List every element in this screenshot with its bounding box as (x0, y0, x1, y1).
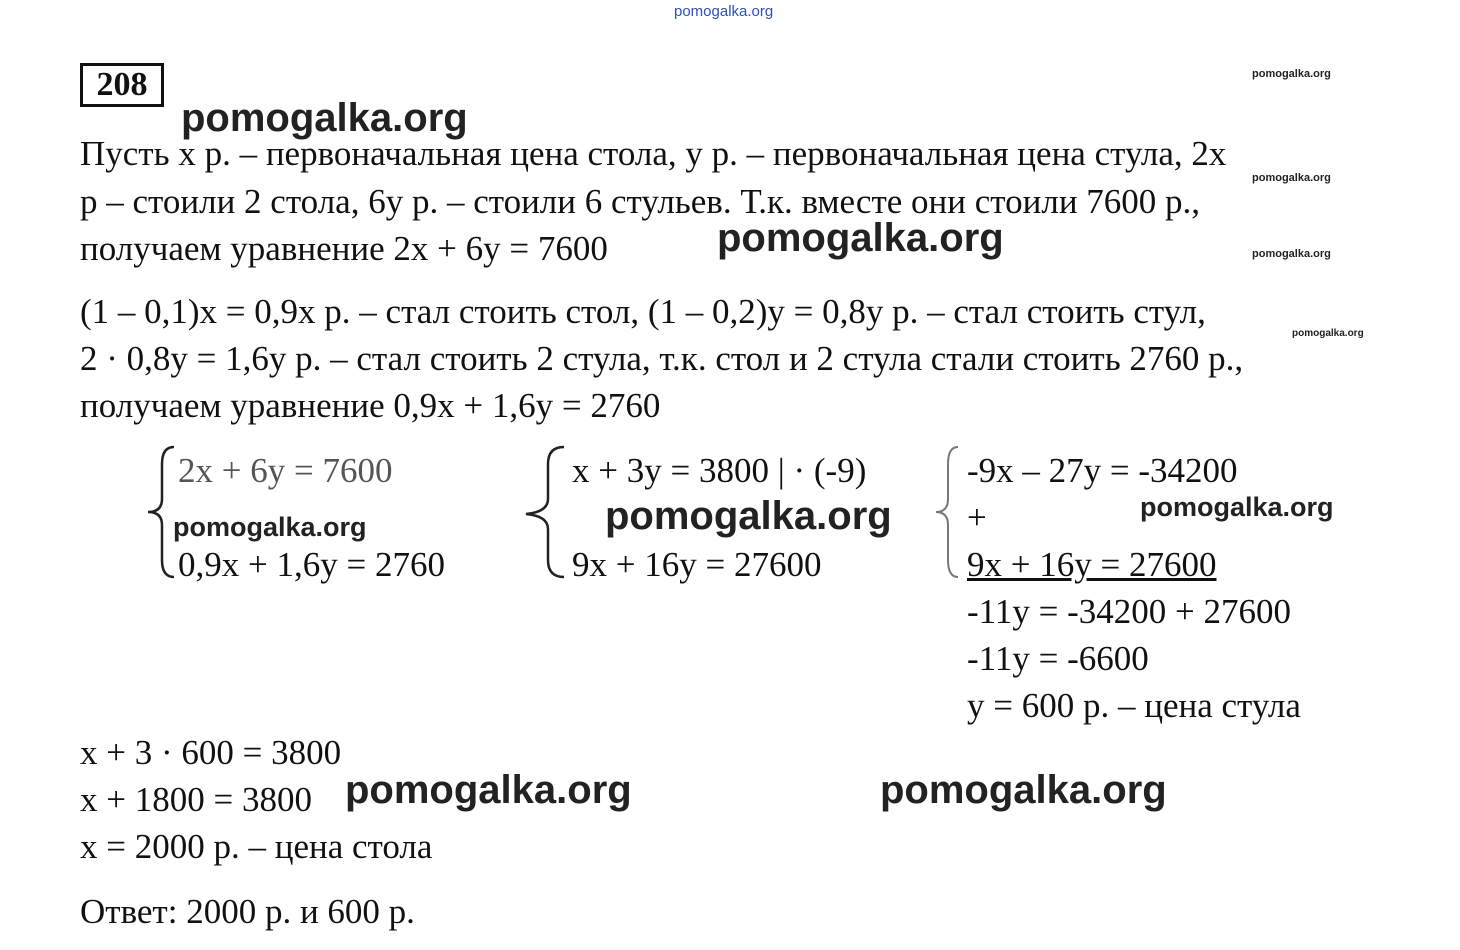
intro-line-2: р – стоили 2 стола, 6y р. – стоили 6 стульев. Т.к. вместе они стоили 7600 р., (80, 182, 1201, 221)
intro-line-3: получаем уравнение 2x + 6y = 7600 (80, 229, 608, 268)
final-line-2: x + 1800 = 3800 (80, 780, 312, 819)
watermark: pomogalka.org (1140, 492, 1334, 522)
answer: Ответ: 2000 р. и 600 р. (80, 892, 415, 931)
watermark-small: pomogalka.org (1252, 172, 1331, 184)
system2-eq2: 9x + 16y = 27600 (572, 545, 822, 584)
problem-number-badge: 208 (80, 63, 164, 107)
system3-eq1: -9x – 27y = -34200 (967, 451, 1238, 490)
top-watermark: pomogalka.org (674, 3, 774, 20)
system3-eq2: 9x + 16y = 27600 (967, 545, 1217, 584)
system1-eq1: 2x + 6y = 7600 (178, 451, 393, 490)
second-line-3: получаем уравнение 0,9x + 1,6y = 2760 (80, 386, 661, 425)
system3-plus: + (967, 498, 987, 537)
watermark-small: pomogalka.org (1252, 68, 1331, 80)
system2-eq1: x + 3y = 3800 | · (-9) (572, 451, 867, 490)
watermark: pomogalka.org (605, 494, 892, 538)
watermark: pomogalka.org (717, 216, 1004, 260)
watermark: pomogalka.org (181, 96, 468, 140)
second-line-2: 2 · 0,8y = 1,6y р. – стал стоить 2 стула, т.к. стол и 2 стула стали стоить 2760 р., (80, 339, 1244, 378)
system3-step2: -11y = -6600 (967, 639, 1149, 678)
watermark-small: pomogalka.org (1252, 248, 1331, 260)
second-line-1: (1 – 0,1)x = 0,9x р. – стал стоить стол, (1 – 0,2)y = 0,8y р. – стал стоить стул, (80, 292, 1206, 331)
final-line-1: x + 3 · 600 = 3800 (80, 733, 342, 772)
watermark: pomogalka.org (880, 768, 1167, 812)
system-brace-2 (520, 444, 570, 580)
system3-step3: y = 600 р. – цена стула (967, 686, 1301, 725)
watermark: pomogalka.org (345, 768, 632, 812)
system1-eq2: 0,9x + 1,6y = 2760 (178, 545, 445, 584)
system-brace-3 (932, 444, 962, 580)
system3-step1: -11y = -34200 + 27600 (967, 592, 1291, 631)
watermark: pomogalka.org (173, 512, 367, 542)
final-line-3: x = 2000 р. – цена стола (80, 827, 433, 866)
intro-line-1: Пусть x р. – первоначальная цена стола, y р. – первоначальная цена стула, 2x (80, 134, 1227, 173)
watermark-small: pomogalka.org (1292, 328, 1364, 339)
